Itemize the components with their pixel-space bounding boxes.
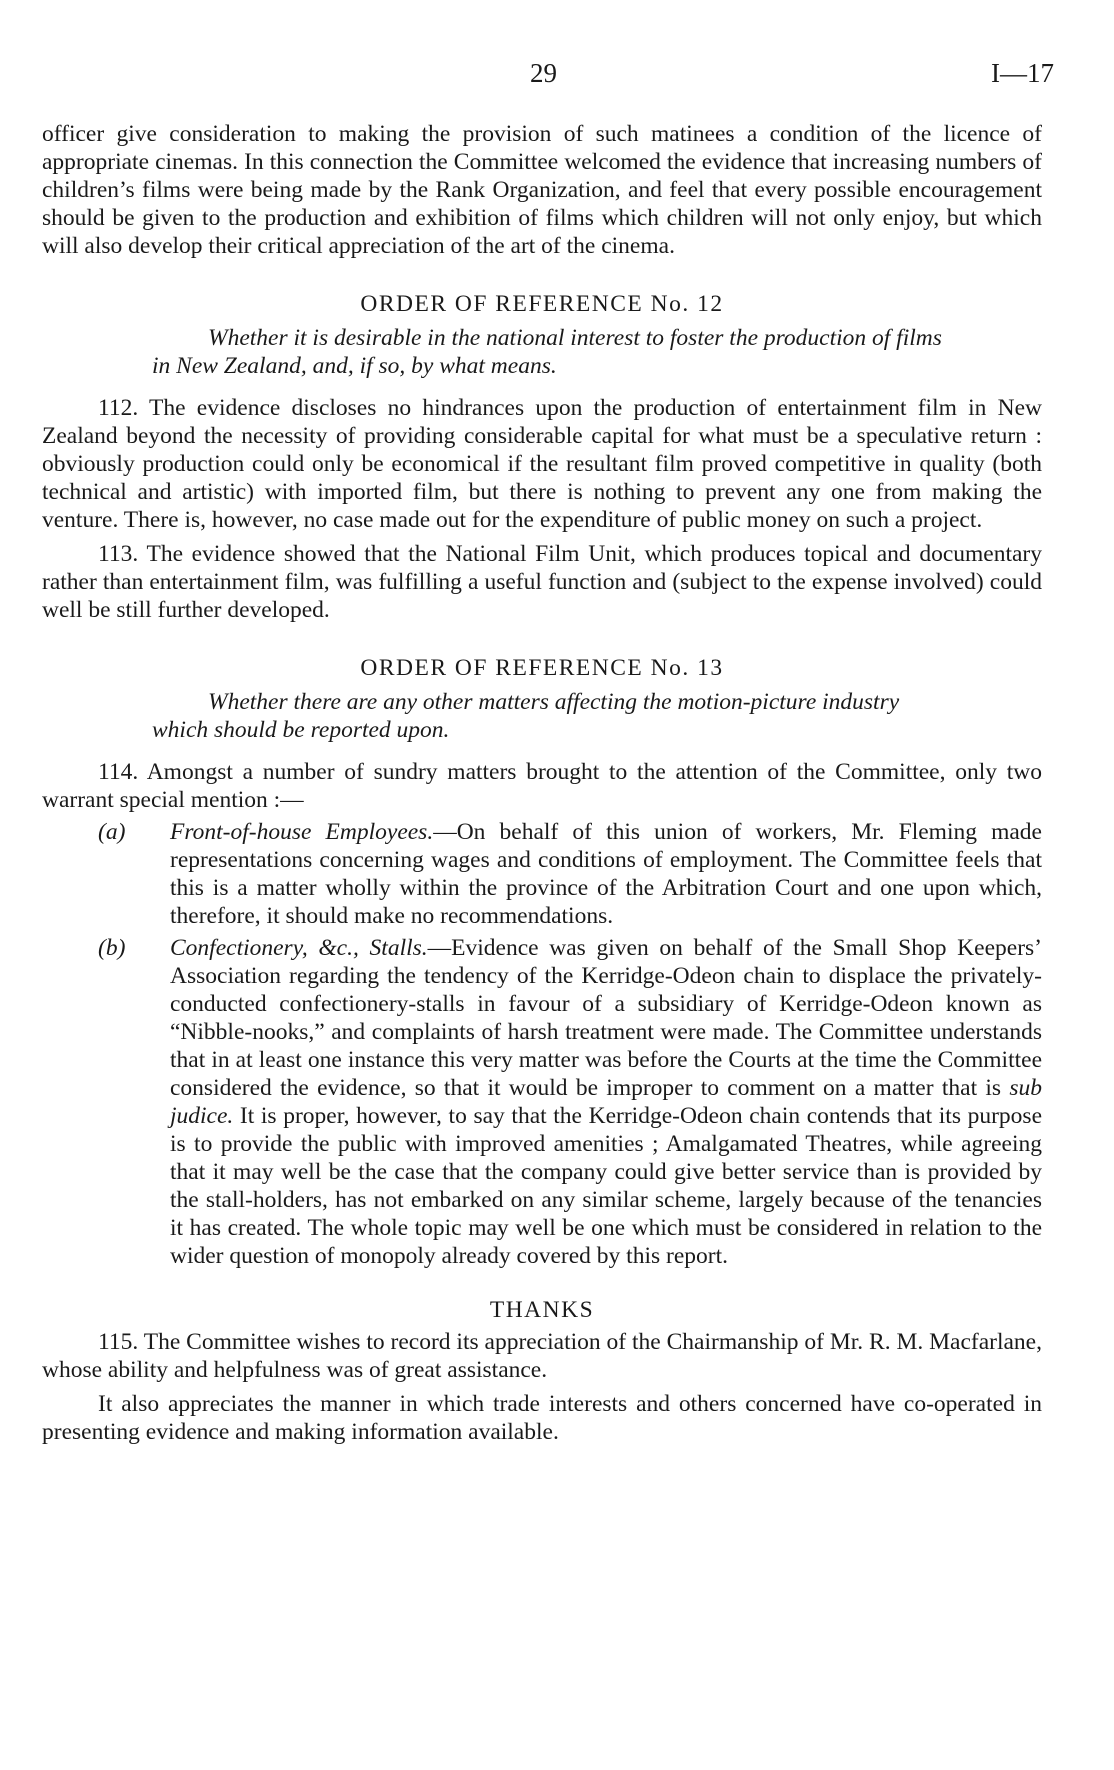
item-a-title: Front-of-house Employees. (170, 819, 434, 845)
closing-paragraph: It also appreciates the manner in which trade interests and others concerned have co-operated in presenting evidence and making information available. (42, 1391, 1042, 1445)
item-a-body (170, 818, 1042, 930)
item-a-text: —On behalf of this union of workers, Mr. Fleming made representations concerning wages and conditions of employment. The Committee feels that this is a matter wholly within the province of the Arbitration Court and one upon which, therefore, it should make no recommendations. (170, 819, 1042, 929)
paragraph-114: 114. Amongst a number of sundry matters brought to the attention of the Committee, only two warrant special mention :— (42, 759, 1042, 813)
order-of-reference-12-heading: ORDER OF REFERENCE No. 12 (360, 291, 724, 317)
page-number: 29 (530, 58, 557, 88)
paragraph-115: 115. The Committee wishes to record its appreciation of the Chairmanship of Mr. R. M. Macfarlane, whose ability and helpfulness was of great assistance. (42, 1329, 1042, 1383)
order-of-reference-13-heading: ORDER OF REFERENCE No. 13 (360, 655, 724, 681)
item-b-marker: (b) (98, 935, 126, 961)
item-b-title: Confectionery, &c., Stalls. (170, 935, 428, 961)
continuation-paragraph: officer give consideration to making the provision of such matinees a condition of the licence of appropriate cinemas. In this connection the Committee welcomed the evidence that increasing numbers of children’s films were being made by the Rank Organization, and feel that every possible encouragement should be given to the production and exhibition of films which children will not only enjoy, but which will also develop their critical appreciation of the art of the cinema. (42, 121, 1042, 259)
order-of-reference-13-subject: Whether there are any other matters affecting the motion-picture industry which should be reported upon. (152, 689, 900, 743)
thanks-heading: THANKS (489, 1297, 595, 1323)
document-reference: I—17 (991, 58, 1054, 88)
item-a (42, 818, 1042, 930)
item-b-text-2: It is proper, however, to say that the Kerridge-Odeon chain contends that its purpose is to provide the public with improved amenities ; Amalgamated Theatres, while agreeing that it may well be the case that the company could give better service than is provided by the stall-holders, has not embarked on any similar scheme, largely because of the tenancies it has created. The whole topic may well be one which must be considered in relation to the wider question of monopoly already covered by this report. (170, 1103, 1042, 1269)
paragraph-112: 112. The evidence discloses no hindrances upon the production of entertainment film in New Zealand beyond the necessity of providing considerable capital for what must be a speculative return : obviously production could only be economical if the resultant film proved competitive in quality (both technical and artistic) with imported film, but there is nothing to prevent any one from making the venture. There is, however, no case made out for the expenditure of public money on such a project. (42, 395, 1042, 533)
item-b (42, 934, 1042, 1270)
item-b-body (170, 934, 1042, 1270)
item-a-marker: (a) (98, 819, 126, 845)
item-b-italic-phrase: sub judice. (170, 1075, 1042, 1129)
paragraph-113: 113. The evidence showed that the National Film Unit, which produces topical and documentary rather than entertainment film, was fulfilling a useful function and (subject to the expense involved) could well be still further developed. (42, 541, 1042, 623)
item-b-text-1: —Evidence was given on behalf of the Small Shop Keepers’ Association regarding the tendency of the Kerridge-Odeon chain to displace the privately-conducted confectionery-stalls in favour of a subsidiary of Kerridge-Odeon known as “Nibble-nooks,” and complaints of harsh treatment were made. The Committee understands that in at least one instance this very matter was before the Courts at the time the Committee considered the evidence, so that it would be improper to comment on a matter that is (170, 935, 1042, 1101)
page-header (0, 58, 1114, 98)
page-body (42, 120, 1042, 1446)
order-of-reference-12-subject: Whether it is desirable in the national interest to foster the production of films in New Zealand, and, if so, by what means. (152, 325, 942, 379)
